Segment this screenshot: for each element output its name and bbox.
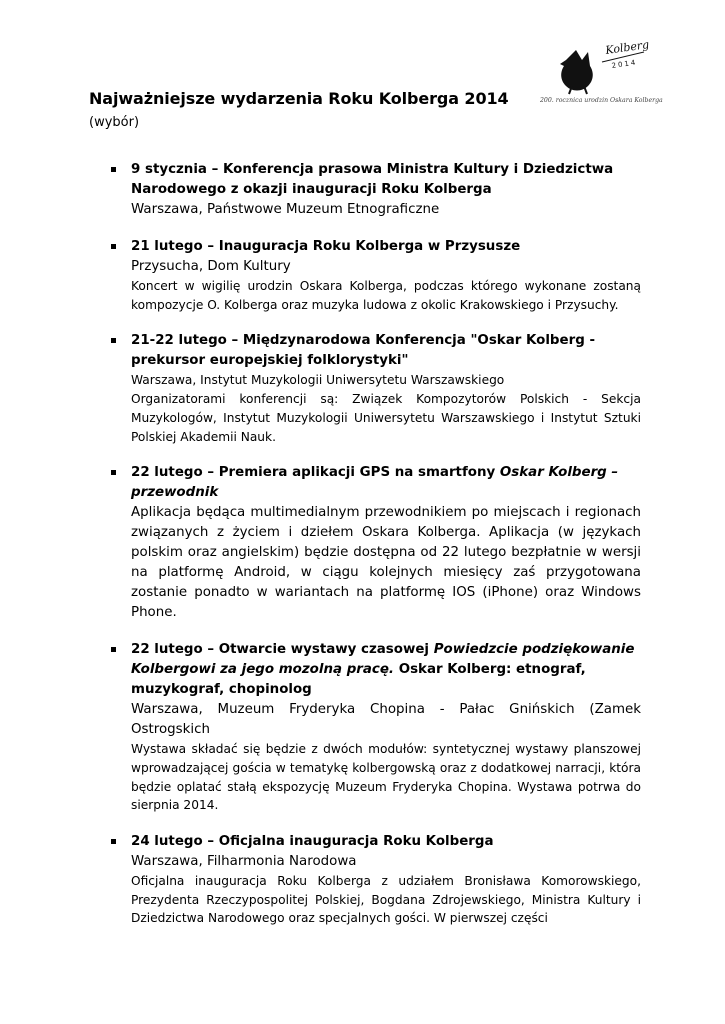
event-location: Warszawa, Instytut Muzykologii Uniwersytetu Warszawskiego bbox=[131, 373, 505, 388]
event-heading: 9 stycznia – Konferencja prasowa Ministra Kultury i Dziedzictwa Narodowego z okazji inauguracji Roku Kolberga bbox=[131, 162, 614, 197]
event-item bbox=[89, 463, 641, 623]
event-item bbox=[89, 832, 641, 928]
event-item bbox=[89, 237, 641, 314]
bullet-icon bbox=[111, 338, 116, 343]
event-location: Warszawa, Filharmonia Narodowa bbox=[131, 854, 357, 870]
event-location: Warszawa, Państwowe Muzeum Etnograficzne bbox=[131, 202, 440, 217]
bullet-icon bbox=[111, 167, 116, 172]
event-item bbox=[89, 160, 641, 220]
event-heading: 21 lutego – Inauguracja Roku Kolberga w Przysusze bbox=[131, 239, 521, 254]
page-subtitle: (wybór) bbox=[89, 115, 140, 130]
bullet-icon bbox=[111, 470, 116, 475]
event-description: Aplikacja będąca multimedialnym przewodnikiem po miejscach i regionach związanych z życiem i dziełem Oskara Kolberga. Aplikacja (w językach polskim oraz angielskim) będzie dostępna od 22 lutego bezpłatnie w wersji na platformę Android, w ciągu kolejnych miesięcy zaś przygotowana zostanie ponadto w wariantach na platformę IOS (iPhone) oraz Windows Phone. bbox=[131, 505, 641, 621]
event-location: Przysucha, Dom Kultury bbox=[131, 259, 291, 274]
logo-year: 2014 bbox=[611, 58, 638, 70]
event-item bbox=[89, 640, 641, 815]
event-heading-text: 22 lutego – Otwarcie wystawy czasowej bbox=[131, 642, 434, 658]
event-heading-text: 22 lutego – Premiera aplikacji GPS na smartfony bbox=[131, 465, 500, 481]
event-description: Koncert w wigilię urodzin Oskara Kolberga, podczas którego wykonane zostaną kompozycje O. Kolberga oraz muzyka ludowa z okolic Krakowskiego i Przysuchy. bbox=[131, 279, 641, 312]
event-location: Warszawa, Muzeum Fryderyka Chopina - Pałac Gnińskich (Zamek Ostrogskich bbox=[131, 702, 641, 738]
event-heading bbox=[131, 640, 641, 700]
event-heading-suffix: Oskar Kolberg: etnograf, muzykograf, chopinolog bbox=[131, 662, 586, 698]
page-title: Najważniejsze wydarzenia Roku Kolberga 2014 bbox=[89, 89, 509, 108]
event-heading bbox=[131, 463, 641, 503]
event-heading: 24 lutego – Oficjalna inauguracja Roku Kolberga bbox=[131, 834, 494, 850]
logo-caption: 200. rocznica urodzin Oskara Kolberga bbox=[540, 97, 663, 104]
event-item bbox=[89, 331, 641, 446]
event-description: Organizatorami konferencji są: Związek Kompozytorów Polskich - Sekcja Muzykologów, Instytut Muzykologii Uniwersytetu Warszawskiego i Instytut Sztuki Polskiej Akademii Nauk. bbox=[131, 392, 641, 444]
bullet-icon bbox=[111, 839, 116, 844]
rooster-icon bbox=[540, 40, 680, 110]
logo-word: Kolberg bbox=[604, 40, 650, 57]
kolberg-logo bbox=[540, 40, 680, 110]
event-heading: 21-22 lutego – Międzynarodowa Konferencja "Oskar Kolberg - prekursor europejskiej folklorystyki" bbox=[131, 333, 595, 369]
event-description: Wystawa składać się będzie z dwóch modułów: syntetycznej wystawy planszowej wprowadzającej gościa w tematykę kolbergowską oraz z dodatkowej narracji, która będzie oplatać stałą ekspozycję Muzeum Fryderyka Chopina. Wystawa potrwa do sierpnia 2014. bbox=[131, 742, 641, 813]
bullet-icon bbox=[111, 244, 116, 249]
event-heading-title: Oskar Kolberg – przewodnik bbox=[131, 465, 619, 501]
event-heading-title: Powiedzcie podziękowanie Kolbergowi za jego mozolną pracę. bbox=[131, 642, 635, 678]
bullet-icon bbox=[111, 647, 116, 652]
event-description: Oficjalna inauguracja Roku Kolberga z udziałem Bronisława Komorowskiego, Prezydenta Rzeczypospolitej Polskiej, Bogdana Zdrojewskiego, Ministra Kultury i Dziedzictwa Narodowego oraz specjalnych gości. W pierwszej części bbox=[131, 874, 641, 926]
event-list bbox=[89, 160, 641, 945]
